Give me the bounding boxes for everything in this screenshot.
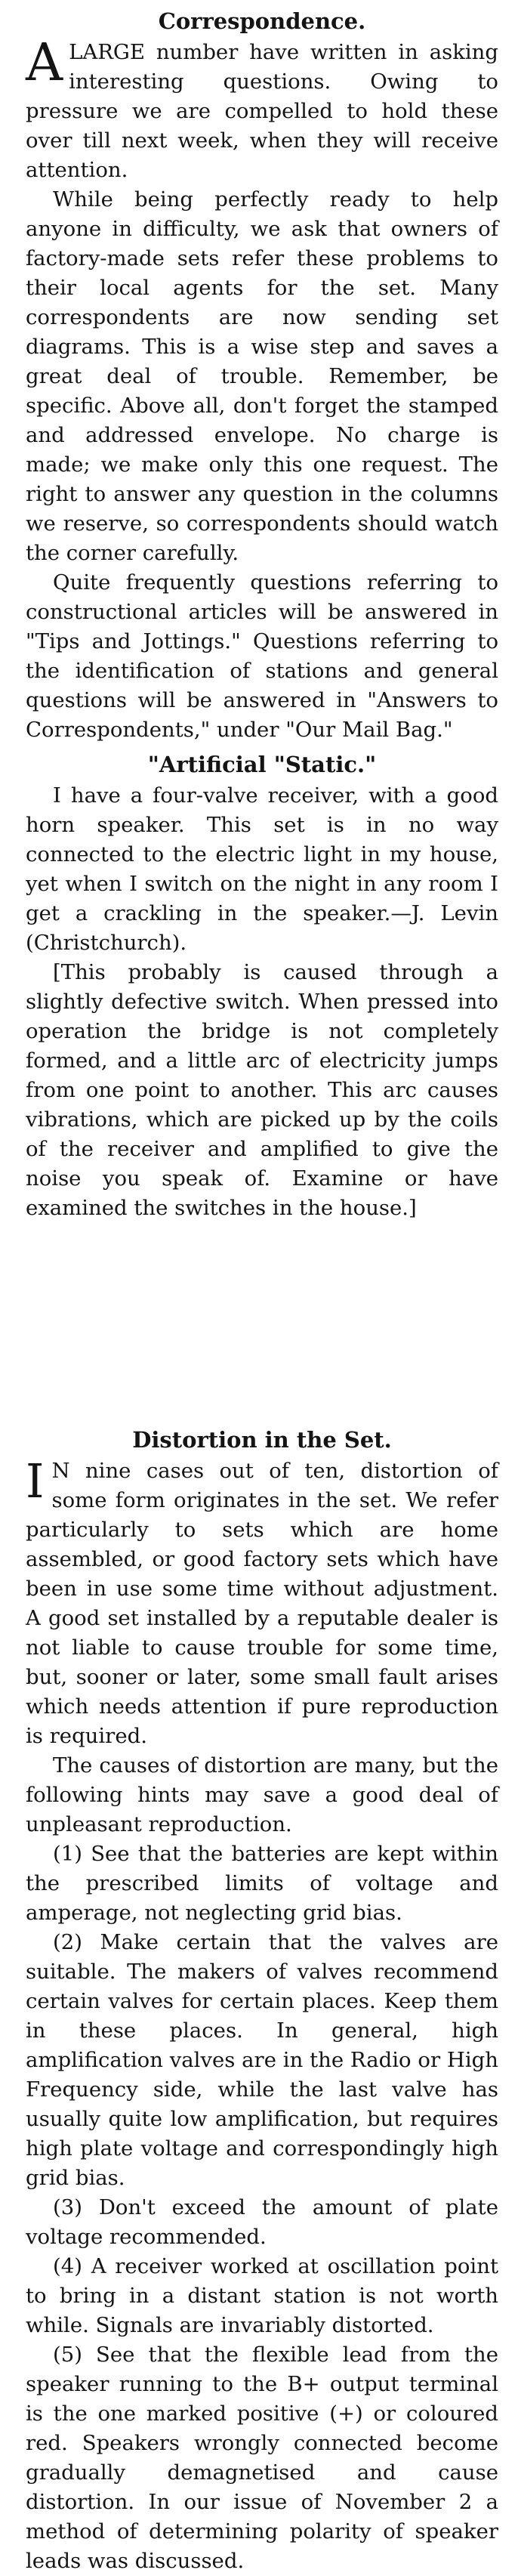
section-correspondence [26,5,498,745]
section-heading: Correspondence. [158,8,366,34]
paragraph: Quite frequently questions referring to constructional articles will be answered in "Tips and Jottings." Questions referring to the identification of stations and general questions will be answered in "Answers to Correspondents," under "Our Mail Bag." [26,570,498,742]
list-item: (2) Make certain that the valves are suitable. The makers of valves recommend certain valves for certain places. Keep them in these places. In general, high amplification valves are in the Radio or High Frequency side, while the last valve has usually quite low amplification, but requires high plate voltage and correspondingly high grid bias. [26,1930,498,2190]
letter-paragraph: I have a four-valve receiver, with a good horn speaker. This set is in no way connected to the electric light in my house, yet when I switch on the night in any room I get a crackling in the speaker.—J. Levin (Christchurch). [26,783,498,955]
drop-cap: I [26,1453,45,1509]
paragraph-text: N nine cases out of ten, distortion of some form originates in the set. We refer particularly to sets which are home assembled, or good factory sets which have been in use some time without adjustment. A good set installed by a reputable dealer is not liable to cause trouble for some time, but, sooner or later, some small fault arises which needs attention if pure reproduction is required. [26,1459,498,1748]
paragraph [26,1453,498,1751]
paragraph-text: LARGE number have written in asking interesting questions. Owing to pressure we are compelled to hold these over till next week, when they will receive attention. [26,40,498,182]
list-item: (4) A receiver worked at oscillation point to bring in a distant station is not worth while. Signals are invariably distorted. [26,2254,498,2337]
paragraph: While being perfectly ready to help anyone in difficulty, we ask that owners of factory-made sets refer these problems to their local agents for the set. Many correspondents are now sending set diagrams. This is a wise step and saves a great deal of trouble. Remember, be specific. Above all, don't forget the stamped and addressed envelope. No charge is made; we make only this one request. The right to answer any question in the columns we reserve, so correspondents should watch the corner carefully. [26,187,498,565]
section-distortion [26,1423,498,2576]
section-heading: "Artificial "Static." [147,752,377,777]
drop-cap: A [26,33,63,93]
list-item: (3) Don't exceed the amount of plate voltage recommended. [26,2195,498,2249]
section-heading: Distortion in the Set. [132,1427,392,1453]
list-item: (5) See that the flexible lead from the speaker running to the B+ output terminal is the one marked positive (+) or coloured red. Speakers wrongly connected become gradually demagnetised and cause distortion. In our issue of November 2 a method of determining polarity of speaker leads was discussed. [26,2343,498,2573]
section-artificial-static [26,748,498,1420]
paragraph: The causes of distortion are many, but the following hints may save a good deal of unpleasant reproduction. [26,1753,498,1836]
reply-paragraph: [This probably is caused through a slightly defective switch. When pressed into operation the bridge is not completely formed, and a little arc of electricity jumps from one point to another. This arc causes vibrations, which are picked up by the coils of the receiver and amplified to give the noise you speak of. Examine or have examined the switches in the house.] [26,960,498,1220]
paragraph [26,33,498,185]
list-item: (1) See that the batteries are kept within the prescribed limits of voltage and amperage, not neglecting grid bias. [26,1842,498,1925]
